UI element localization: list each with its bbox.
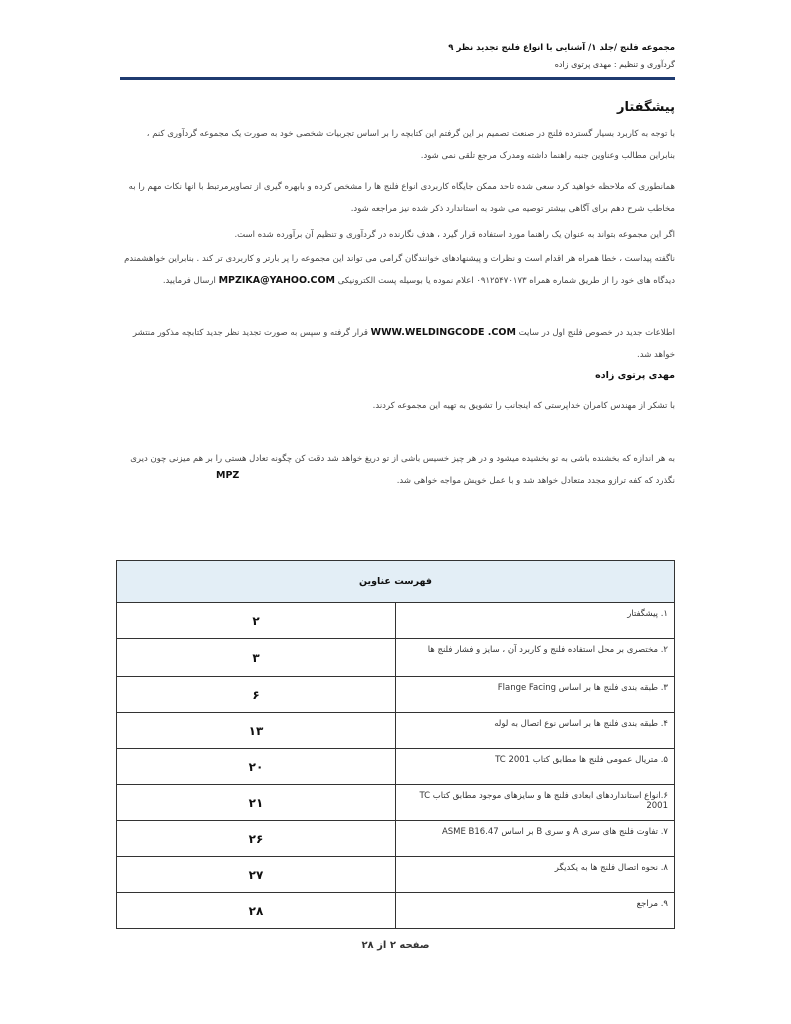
toc-row <box>117 821 675 857</box>
paragraph-scope: همانطوری که ملاحظه خواهید کرد سعی شده تاحد ممکن جایگاه کاربردی انواع فلنج ها را مشخص کرده و بابهره گیری از تصاویرمرتبط با انها نکات مهم را به مخاطب شرح دهم برای آگاهی بیشتر توصیه می شود به استاندارد ذکر شده نیز مراجعه شود. <box>128 182 675 214</box>
toc-row <box>117 639 675 677</box>
toc-entry-title: ۶.انواع استانداردهای ابعادی فلنج ها و سایزهای موجود مطابق کتاب TC 2001 <box>396 785 675 821</box>
website-text-before: اطلاعات جدید در خصوص فلنج اول در سایت <box>518 328 675 338</box>
page-title: پیشگفتار <box>616 100 675 115</box>
paragraph-thanks: با تشکر از مهندس کامران خداپرستی که اینجانب را تشویق به تهیه این مجموعه کردند. <box>372 401 675 411</box>
paragraph-goal: اگر این مجموعه بتواند به عنوان یک راهنما مورد استفاده قرار گیرد ، هدف نگارنده در گردآوری و تنظیم آن برآورده شده است. <box>234 230 675 240</box>
toc-heading: فهرست عناوین <box>117 561 675 603</box>
toc-entry-title: ۵. متریال عمومی فلنج ها مطابق کتاب TC 2001 <box>396 749 675 785</box>
paragraph-website <box>120 322 675 366</box>
paragraph-feedback <box>120 248 675 292</box>
toc-page-number: ۶ <box>117 677 396 713</box>
header-rule <box>120 77 675 80</box>
table-of-contents <box>116 560 675 929</box>
feedback-text: ناگفته پیداست ، خطا همراه هر اقدام است و نظرات و پیشنهادهای خوانندگان گرامی می تواند این مجموعه را پر بارتر و کاربردی تر کند . بنابراین خواهشمندم دیدگاه های خود را از طریق شماره همراه ۰۹۱۲۵۴۷۰۱۷۳ اعلام نموده یا بوسیله پست الکترونیکی <box>124 254 675 286</box>
toc-entry-title: ۷. تفاوت فلنج های سری A و سری B بر اساس ASME B16.47 <box>396 821 675 857</box>
toc-page-number: ۱۳ <box>117 713 396 749</box>
header-author: گردآوری و تنظیم : مهدی پرتوی زاده <box>554 60 675 69</box>
toc-page-number: ۳ <box>117 639 396 677</box>
toc-page-number: ۲۸ <box>117 893 396 929</box>
signature-name: مهدی پرتوی زاده <box>595 370 675 381</box>
toc-row <box>117 785 675 821</box>
toc-page-number: ۲۷ <box>117 857 396 893</box>
toc-entry-title: ۹. مراجع <box>396 893 675 929</box>
toc-row <box>117 749 675 785</box>
toc-entry-title: ۱. پیشگفتار <box>396 603 675 639</box>
website-text-after: قرار گرفته و سپس به صورت تجدید نظر جدید کتابچه مذکور منتشر خواهد شد. <box>132 328 675 360</box>
toc-entry-title: ۴. طبقه بندی فلنج ها بر اساس نوع اتصال به لوله <box>396 713 675 749</box>
email-address: MPZIKA@YAHOO.COM <box>218 275 335 286</box>
header-document-title: مجموعه فلنج /جلد ۱/ آشنایی با انواع فلنج تجدید نظر ۹ <box>448 43 675 53</box>
toc-page-number: ۲۶ <box>117 821 396 857</box>
initials-mpz: MPZ <box>216 470 240 481</box>
paragraph-quote: به هر اندازه که بخشنده باشی به تو بخشیده میشود و در هر چیز خسیس باشی از تو دریغ خواهد شد دقت کن چگونه تعادل هستی را بر هم میزنی چون دیری نگذرد که کفه ترازو مجدد متعادل خواهد شد و با عمل خویش مواجه خواهی شد. <box>130 454 675 486</box>
toc-entry-title: ۲. مختصری بر محل استفاده فلنج و کاربرد آن ، سایز و فشار فلنج ها <box>396 639 675 677</box>
toc-row <box>117 677 675 713</box>
feedback-closing: ارسال فرمایید. <box>162 276 216 286</box>
toc-entry-title: ۳. طبقه بندی فلنج ها بر اساس Flange Facing <box>396 677 675 713</box>
toc-row <box>117 713 675 749</box>
page-footer: صفحه ۲ از ۲۸ <box>361 940 430 951</box>
toc-row <box>117 857 675 893</box>
toc-page-number: ۲ <box>117 603 396 639</box>
toc-row <box>117 603 675 639</box>
toc-page-number: ۲۱ <box>117 785 396 821</box>
toc-entry-title: ۸. نحوه اتصال فلنج ها به یکدیگر <box>396 857 675 893</box>
website-url: WWW.WELDINGCODE .COM <box>370 327 516 338</box>
toc-row <box>117 893 675 929</box>
toc-page-number: ۲۰ <box>117 749 396 785</box>
paragraph-intro: با توجه به کاربرد بسیار گسترده فلنج در صنعت تصمیم بر این گرفتم این کتابچه را بر اساس تجربیات شخصی خود به صورت یک مجموعه گردآوری کنم ، بنابراین مطالب وعناوین جنبه راهنما داشته ومدرک مرجع تلقی نمی شود. <box>146 129 675 161</box>
